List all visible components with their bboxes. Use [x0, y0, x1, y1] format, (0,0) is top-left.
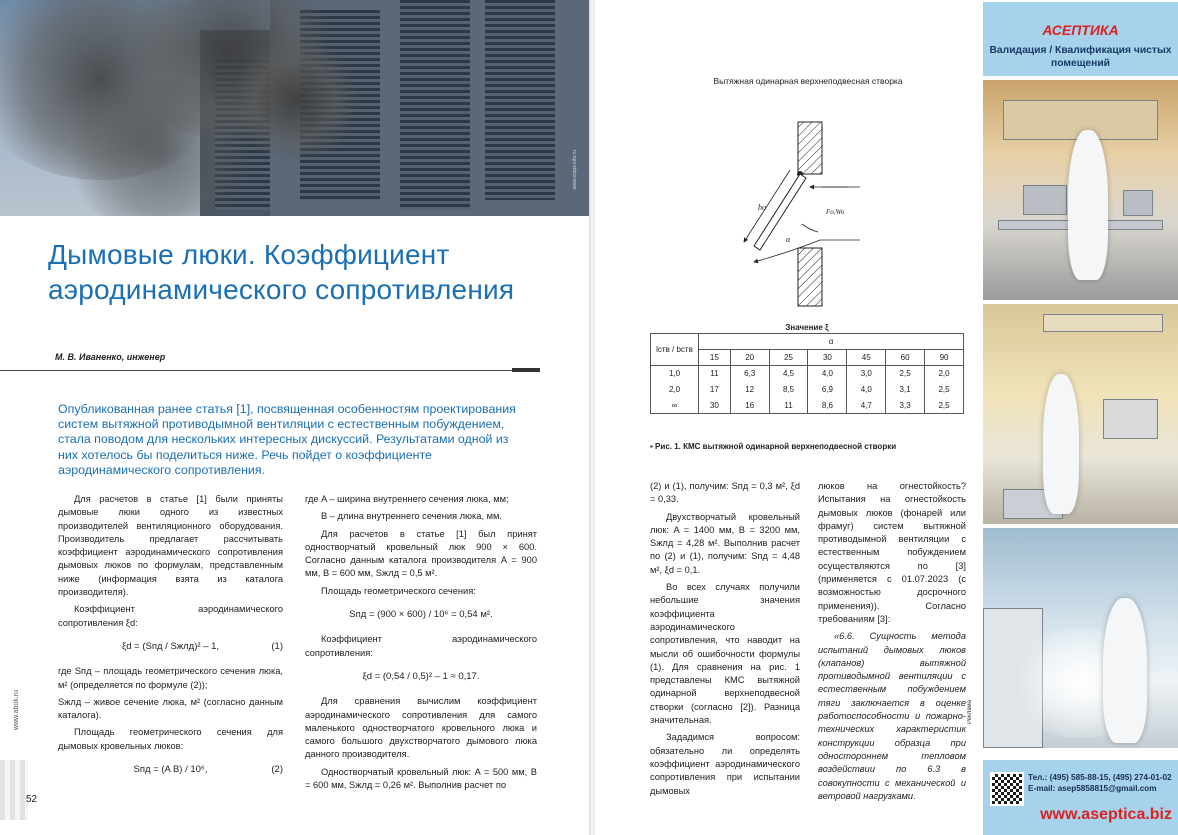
table-cell: 4,0 — [808, 366, 847, 382]
paragraph: Коэффициент аэродинамического сопротивления ξd: — [58, 604, 283, 628]
paragraph: (2) и (1), получим: Sпд = 0,3 м², ξd = 0,33. — [650, 481, 800, 505]
formula-text: ξd = (Sпд / Sжлд)² – 1, — [121, 640, 220, 652]
damper-diagram — [720, 112, 920, 312]
table-cell: 2,0 — [651, 382, 699, 398]
table-cell: 11 — [769, 398, 808, 414]
ad-photo-cleanroom-2 — [983, 304, 1178, 524]
table-cell: 2,0 — [925, 366, 964, 382]
table-cell: 3,0 — [847, 366, 886, 382]
angle-header: 90 — [925, 350, 964, 366]
table-cell: 1,0 — [651, 366, 699, 382]
table-cell: 11 — [699, 366, 731, 382]
paragraph: люков на огнестойкость? Испытания на огнестойкость дымовых люков (фонарей или фрамуг) систем вытяжной противодымной вентиляции с естественным побуждением осуществляются по [3] (применяется с 01.07.2023 (с возможностью досрочного применения)). Согласно требованиям [3]: — [818, 481, 966, 624]
author-divider — [0, 370, 540, 371]
qr-code-icon[interactable] — [990, 772, 1024, 806]
formula-number: (2) — [271, 764, 283, 776]
table-cell: 3,3 — [886, 398, 925, 414]
table-header-row — [651, 334, 964, 350]
ad-phone: Тел.: (495) 585-88-15, (495) 274-01-02 — [1028, 773, 1172, 782]
table-cell: 4,0 — [847, 382, 886, 398]
angle-header: 25 — [769, 350, 808, 366]
wall-upper — [798, 122, 822, 174]
side-url: www.abok.ru — [13, 690, 20, 731]
table-cell: ∞ — [651, 398, 699, 414]
formula-number: (1) — [271, 640, 283, 652]
left-column-1 — [58, 493, 283, 788]
paragraph: где Sпд – площадь геометрического сечения люка, м² (определяется по формуле (2)); — [58, 666, 283, 690]
formula-text: Sпд = (900 × 600) / 10⁶ = 0,54 м². — [349, 609, 493, 621]
paragraph: Зададимся вопросом: обязательно ли определять коэффициент аэродинамического сопротивления при испытании дымовых — [650, 732, 800, 796]
paragraph: Для расчетов в статье [1] был принят одностворчатый кровельный люк 900 × 600. Согласно данным каталога производителя A = 900 мм, B = 600 мм, Sжлд = 0,5 м². — [305, 528, 537, 579]
paragraph: где A – ширина внутреннего сечения люка, мм; — [305, 494, 509, 504]
figure-label: Вытяжная одинарная верхнеподвесная створка — [713, 76, 903, 86]
formula-2 — [58, 763, 283, 776]
author-line: М. В. Иваненко, инженер — [55, 352, 166, 362]
label-alpha: α — [786, 235, 791, 244]
paragraph: Для расчетов в статье [1] были приняты дымовые люки одного из известных производителей вентиляционного оборудования. Производитель предлагает рассчитывать коэффициент аэродинамического сопротивления дымовых люков по формулам, представленным ниже (информация взята из каталога производителя). — [58, 494, 283, 598]
table-cell: 12 — [730, 382, 769, 398]
angle-header: 60 — [886, 350, 925, 366]
ad-contacts — [1028, 772, 1178, 794]
label-fw: Fo,Wo — [826, 208, 845, 216]
paragraph: B – длина внутреннего сечения люка, мм. — [321, 511, 503, 522]
paragraph: Коэффициент аэродинамического сопротивления: — [305, 634, 537, 658]
ad-url-link[interactable]: www.aseptica.biz — [1040, 806, 1172, 823]
ratio-header: lств / bств — [651, 334, 699, 366]
table-cell: 4,7 — [847, 398, 886, 414]
angle-header: 30 — [808, 350, 847, 366]
hero-photo-smoke-building — [0, 0, 589, 216]
formula-3 — [305, 608, 537, 621]
photo-credit: www.crops.info.ru — [572, 150, 578, 190]
ad-marker: Реклама — [967, 700, 973, 725]
table-cell: 6,9 — [808, 382, 847, 398]
table-cell: 6,3 — [730, 366, 769, 382]
table-row — [651, 398, 964, 414]
paragraph: Площадь геометрического сечения для дымовых кровельных люков: — [58, 727, 283, 751]
paragraph: Площадь геометрического сечения: — [321, 585, 476, 596]
formula-1 — [58, 640, 283, 653]
ad-email[interactable]: E-mail: asep5858815@gmail.com — [1028, 784, 1157, 793]
wall-lower — [798, 248, 822, 306]
paragraph: Во всех случаях получили небольшие значения коэффициента аэродинамического сопротивления, что наводит на мысли об ошибочности формулы (1). Для сравнения на рис. 1 представлены КМС вытяжной одинарной верхнеподвесной створки (согласно [2]). Разница значительная. — [650, 582, 800, 726]
ad-brand: АСЕПТИКА — [1042, 22, 1119, 38]
formula-text: Sпд = (A B) / 10⁶, — [133, 764, 208, 776]
alpha-header: α — [699, 334, 964, 350]
quote-text: «6.6. Сущность метода испытаний дымовых люков (клапанов) вытяжной противодымной вентиляции с естественным побуждением тяги заключается в оценке работоспособности и пожарно-технических характеристик конструкции образца при одностороннем тепловом воздействии по 6.3 в совокупности с механической и ветровой нагрузками. — [818, 631, 966, 801]
paragraph — [818, 630, 966, 803]
kms-table — [650, 333, 964, 414]
table-row — [651, 366, 964, 382]
angle-arc — [802, 224, 818, 232]
table-cell: 16 — [730, 398, 769, 414]
table-cell: 8,6 — [808, 398, 847, 414]
table-cell: 2,5 — [886, 366, 925, 382]
table-cell: 2,5 — [925, 382, 964, 398]
article-title: Дымовые люки. Коэффициент аэродинамического сопротивления — [48, 239, 515, 305]
formula-4 — [305, 670, 537, 683]
ad-subtitle: Валидация / Квалификация чистых помещений — [989, 45, 1172, 69]
table-row — [651, 382, 964, 398]
angle-header: 20 — [730, 350, 769, 366]
decorative-pixel-strip — [0, 760, 28, 820]
left-column-2 — [305, 493, 537, 796]
table-cell: 17 — [699, 382, 731, 398]
table-cell: 3,1 — [886, 382, 925, 398]
table-title: Значение ξ — [785, 323, 829, 332]
ad-photo-cleanroom-3 — [983, 528, 1178, 748]
right-column-2 — [818, 480, 966, 807]
label-bo: bo — [758, 203, 766, 212]
angle-header: 15 — [699, 350, 731, 366]
lead-paragraph: Опубликованная ранее статья [1], посвященная особенностям проектирования систем вытяжной противодымной вентиляции с естественным побуждением, стала поводом для нескольких интересных дискуссий. Результатами одной из них хотелось бы поделиться ниже. Речь пойдет о коэффициенте аэродинамического сопротивления. — [58, 402, 516, 477]
page-gutter — [589, 0, 595, 835]
paragraph: Для сравнения вычислим коэффициент аэродинамического сопротивления для самого маленького одностворчатого кровельного люка и самого большого двухстворчатого дымового люка данного производителя. — [305, 696, 537, 760]
page-number: 52 — [26, 794, 38, 805]
figure-caption: ▪ Рис. 1. КМС вытяжной одинарной верхнеподвесной створки — [650, 442, 897, 451]
right-column-1 — [650, 480, 800, 802]
table-cell: 2,5 — [925, 398, 964, 414]
angle-header: 45 — [847, 350, 886, 366]
ad-photo-cleanroom-1 — [983, 80, 1178, 300]
table-cell: 4,5 — [769, 366, 808, 382]
paragraph: Sжлд – живое сечение люка, м² (согласно данным каталога). — [58, 696, 283, 721]
paragraph: Двухстворчатый кровельный люк: A = 1400 мм, B = 3200 мм, Sжлд = 4,28 м². Выполнив расчет по (2) и (1), получим: Sпд = 4,48 м², ξd = 0,1. — [650, 511, 800, 575]
formula-text: ξd = (0,54 / 0,5)² – 1 ≈ 0,17. — [362, 670, 480, 682]
table-cell: 30 — [699, 398, 731, 414]
paragraph: Одностворчатый кровельный люк: A = 500 мм, B = 600 мм, Sжлд = 0,26 м². Выполнив расчет по — [305, 766, 537, 791]
table-cell: 8,5 — [769, 382, 808, 398]
author-divider-accent — [512, 368, 540, 372]
